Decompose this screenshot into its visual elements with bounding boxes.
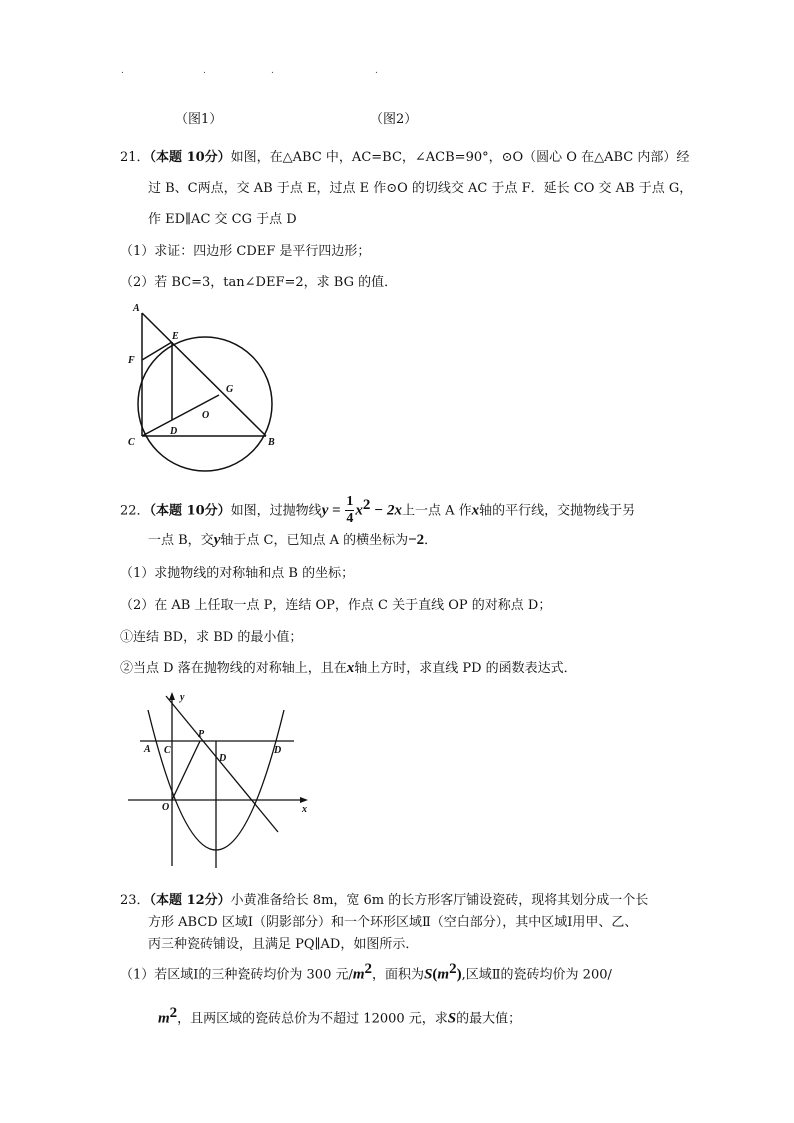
q23-sub1-line2 — [158, 1005, 521, 1027]
q22-text-1b: 上一点 A 作 — [402, 503, 472, 519]
q22-eq-y: y — [321, 502, 329, 519]
q22-y-var: y — [213, 532, 221, 548]
q23-text-1b: ，面积为 — [372, 967, 425, 983]
label-d1: D — [219, 753, 227, 764]
q22-frac-num: 1 — [346, 494, 354, 510]
q23-score: （本题 12分） — [149, 893, 231, 908]
q22-eq-rest: − 2x — [370, 502, 403, 519]
q23-unit-sq-3: 2 — [169, 1005, 178, 1021]
label-d: D — [170, 426, 178, 437]
q22-number: 22． — [120, 503, 150, 519]
label-d2: D — [274, 745, 282, 756]
q23-text-1: 小黄准备给长 8m，宽 6m 的长方形客厅铺设瓷砖，现将其划分成一个长 — [230, 893, 649, 908]
q23-paren-close: ) — [456, 966, 462, 983]
q23-s-var: S — [424, 966, 433, 983]
dot: . — [271, 66, 274, 76]
q21-score: （本题 10分） — [149, 150, 231, 165]
q22-text-1a: 如图，过抛物线 — [230, 503, 322, 519]
label-b: B — [268, 437, 275, 448]
q22-eq-x: x — [355, 502, 363, 519]
q22-fraction — [345, 494, 354, 527]
dot: . — [121, 66, 124, 76]
q22-text-4a: ②当点 D 落在抛物线的对称轴上，且在 — [120, 661, 347, 676]
label-e: E — [172, 331, 179, 342]
q23-text-2c: 的最大值； — [456, 1011, 522, 1027]
y-axis-arrow — [169, 692, 175, 700]
q23-text-1e: ,区域Ⅱ的瓷砖均价为 200/ — [461, 967, 612, 983]
q22-sub4 — [120, 657, 577, 677]
q21-sub1: （1）求证：四边形 CDEF 是平行四边形； — [120, 244, 371, 259]
x-axis-arrow — [300, 797, 308, 803]
q23-unit-m-3: m — [158, 1010, 170, 1027]
q22-eq-eq: = — [328, 502, 345, 519]
q22-frac-den: 4 — [346, 511, 354, 527]
q23-unit-sq-2: 2 — [449, 961, 457, 977]
q23-sub1-line1 — [120, 961, 612, 983]
label-o: O — [162, 802, 170, 813]
q22-x-var: x — [471, 502, 480, 519]
q22-line1 — [120, 488, 635, 528]
label-a: A — [144, 744, 151, 755]
q21-text-1: 如图，在△ABC 中，AC=BC，∠ACB=90°，⊙O（圆心 O 在△ABC 内部）经 — [230, 150, 690, 165]
q23-unit-m-2: m — [437, 966, 450, 983]
q23-paren-open: ( — [432, 966, 438, 983]
q22-eq-sq: 2 — [362, 497, 371, 513]
q23-line2: 方形 ABCD 区域Ⅰ（阴影部分）和一个环形区域Ⅱ（空白部分），其中区域Ⅰ用甲、乙、 — [148, 915, 638, 930]
q22-score: （本题 10分） — [149, 503, 231, 519]
label-f: F — [128, 355, 135, 366]
q22-text-4b: 轴上方时，求直线 PD 的函数表达式． — [354, 661, 577, 676]
q23-unit-m: m — [352, 966, 365, 983]
q23-text-1a: （1）若区域Ⅰ的三种瓷砖均价为 300 元/ — [120, 967, 353, 983]
figure-1-caption: （图1） — [175, 112, 223, 127]
q22-neg2: −2 — [408, 532, 425, 548]
q22-sub3: ①连结 BD，求 BD 的最小值； — [120, 630, 303, 645]
q21-number: 21． — [120, 150, 150, 165]
label-o: O — [202, 410, 210, 421]
segment-op — [172, 741, 200, 800]
q21-sub2: （2）若 BC=3，tan∠DEF=2，求 BG 的值． — [120, 275, 398, 290]
q21-line3: 作 ED∥AC 交 CG 于点 D — [148, 212, 297, 227]
label-x: x — [302, 804, 307, 815]
q23-text-2b: ，且两区域的瓷砖总价为不超过 12000 元，求 — [177, 1011, 448, 1027]
q22-text-1c: 轴的平行线，交抛物线于另 — [479, 503, 636, 519]
q22-figure — [126, 690, 318, 875]
circle-o — [138, 337, 272, 471]
label-c: C — [128, 437, 135, 448]
q22-sub2: （2）在 AB 上任取一点 P，连结 OP，作点 C 关于直线 OP 的对称点 D； — [120, 598, 552, 613]
dot: . — [203, 66, 206, 76]
q22-text-2c: ． — [424, 533, 438, 548]
label-y: y — [180, 692, 185, 703]
q23-number: 23． — [120, 893, 150, 908]
label-g: G — [226, 384, 234, 395]
q21-line1 — [120, 146, 689, 165]
label-a: A — [133, 303, 140, 314]
figure-2-caption: （图2） — [370, 112, 418, 127]
q22-text-2b: 轴于点 C，已知点 A 的横坐标为 — [220, 533, 409, 548]
q23-unit-sq: 2 — [364, 961, 373, 977]
q21-line2: 过 B、C两点，交 AB 于点 E，过点 E 作⊙O 的切线交 AC 于点 F．延长 CO 交 AB 于点 G， — [148, 181, 693, 196]
q21-figure — [118, 298, 283, 480]
q23-s-var-2: S — [447, 1010, 457, 1027]
dot: . — [375, 66, 378, 76]
q22-sub4-x: x — [346, 660, 355, 676]
q22-sub1: （1）求抛物线的对称轴和点 B 的坐标； — [120, 566, 355, 581]
q22-line2 — [148, 529, 437, 549]
label-p: P — [198, 729, 205, 740]
q23-line3: 丙三种瓷砖铺设，且满足 PQ∥AD，如图所示． — [148, 937, 419, 952]
line-pd — [166, 696, 278, 832]
q23-line1 — [120, 889, 648, 908]
q22-text-2a: 一点 B，交 — [148, 533, 214, 548]
label-c: C — [164, 745, 171, 756]
